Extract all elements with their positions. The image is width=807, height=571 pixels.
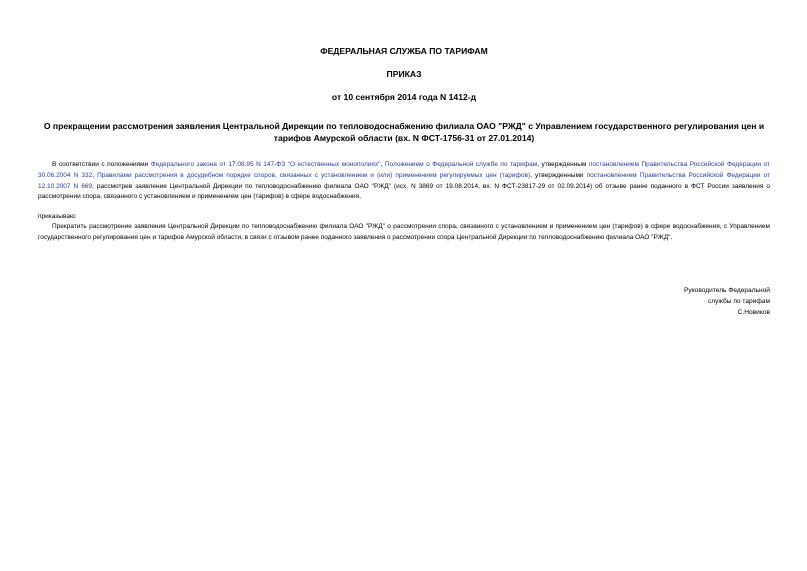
agency-name: ФЕДЕРАЛЬНАЯ СЛУЖБА ПО ТАРИФАМ — [320, 46, 488, 56]
link-dispute-rules[interactable]: Правилами рассмотрения в досудебном порядке споров, связанных с установлением и (или) применением регулируемых цен (тарифов) — [97, 171, 531, 179]
preamble-text-2: , — [380, 161, 385, 168]
link-fst-regulation[interactable]: Положением о Федеральной службе по тарифам — [384, 161, 538, 168]
signature-organization: службы по тарифам — [707, 298, 770, 305]
link-government-decree-332[interactable]: постановлением Правительства Российской Федерации от 30.06.2004 N 332 — [38, 161, 770, 179]
document-subject: О прекращении рассмотрения заявления Центральной Дирекции по тепловодоснабжению филиала ОАО "РЖД" с Управлением государственного регулирования цен и тарифов Амурской области (вх. N ФСТ-1756-31 от 27.01.2014) — [43, 121, 765, 143]
signature-position: Руководитель Федеральной — [684, 287, 770, 294]
preamble-text-5: , утвержденными — [530, 171, 587, 179]
order-word: приказываю: — [38, 213, 77, 220]
document-type: ПРИКАЗ — [386, 69, 422, 79]
signature-name: С.Новиков — [737, 309, 770, 316]
preamble-text-6: , рассмотрев заявление Центральной Дирекции по тепловодоснабжению филиала ОАО "РЖД" (исх. N 3869 от 19.08.2014, вх. N ФСТ-23817-29 от 02.09.2014) об отзыве ранее поданного в ФСТ России заявления о рассмотрении спора, связанного с установлением и применением цен (тарифов) в сфере водоснабжения, — [38, 182, 770, 201]
preamble-text-1: В соответствии с положениями — [52, 161, 151, 168]
preamble-paragraph — [38, 160, 770, 203]
document-date: от 10 сентября 2014 года N 1412-д — [331, 92, 477, 102]
document-page — [38, 0, 770, 571]
link-federal-law[interactable]: Федерального закона от 17.08.95 N 147-ФЗ "О естественных монополиях" — [150, 161, 381, 168]
link-government-decree-669[interactable]: постановлением Правительства Российской Федерации от 12.10.2007 N 669 — [38, 171, 770, 190]
preamble-text-3: , утвержденным — [537, 161, 589, 168]
preamble-text-4: , — [92, 171, 98, 179]
order-paragraph: Прекратить рассмотрение заявления Центральной Дирекции по тепловодоснабжению филиала ОАО "РЖД" о рассмотрении спора, связанного с установлением и применением цен (тарифов) в сфере водоснабжения, с Управлением государственного регулирования цен и тарифов Амурской области, в связи с отзывом ранее поданного заявления о рассмотрении спора Центральной Дирекции по тепловодоснабжению филиала ОАО "РЖД". — [38, 223, 770, 241]
